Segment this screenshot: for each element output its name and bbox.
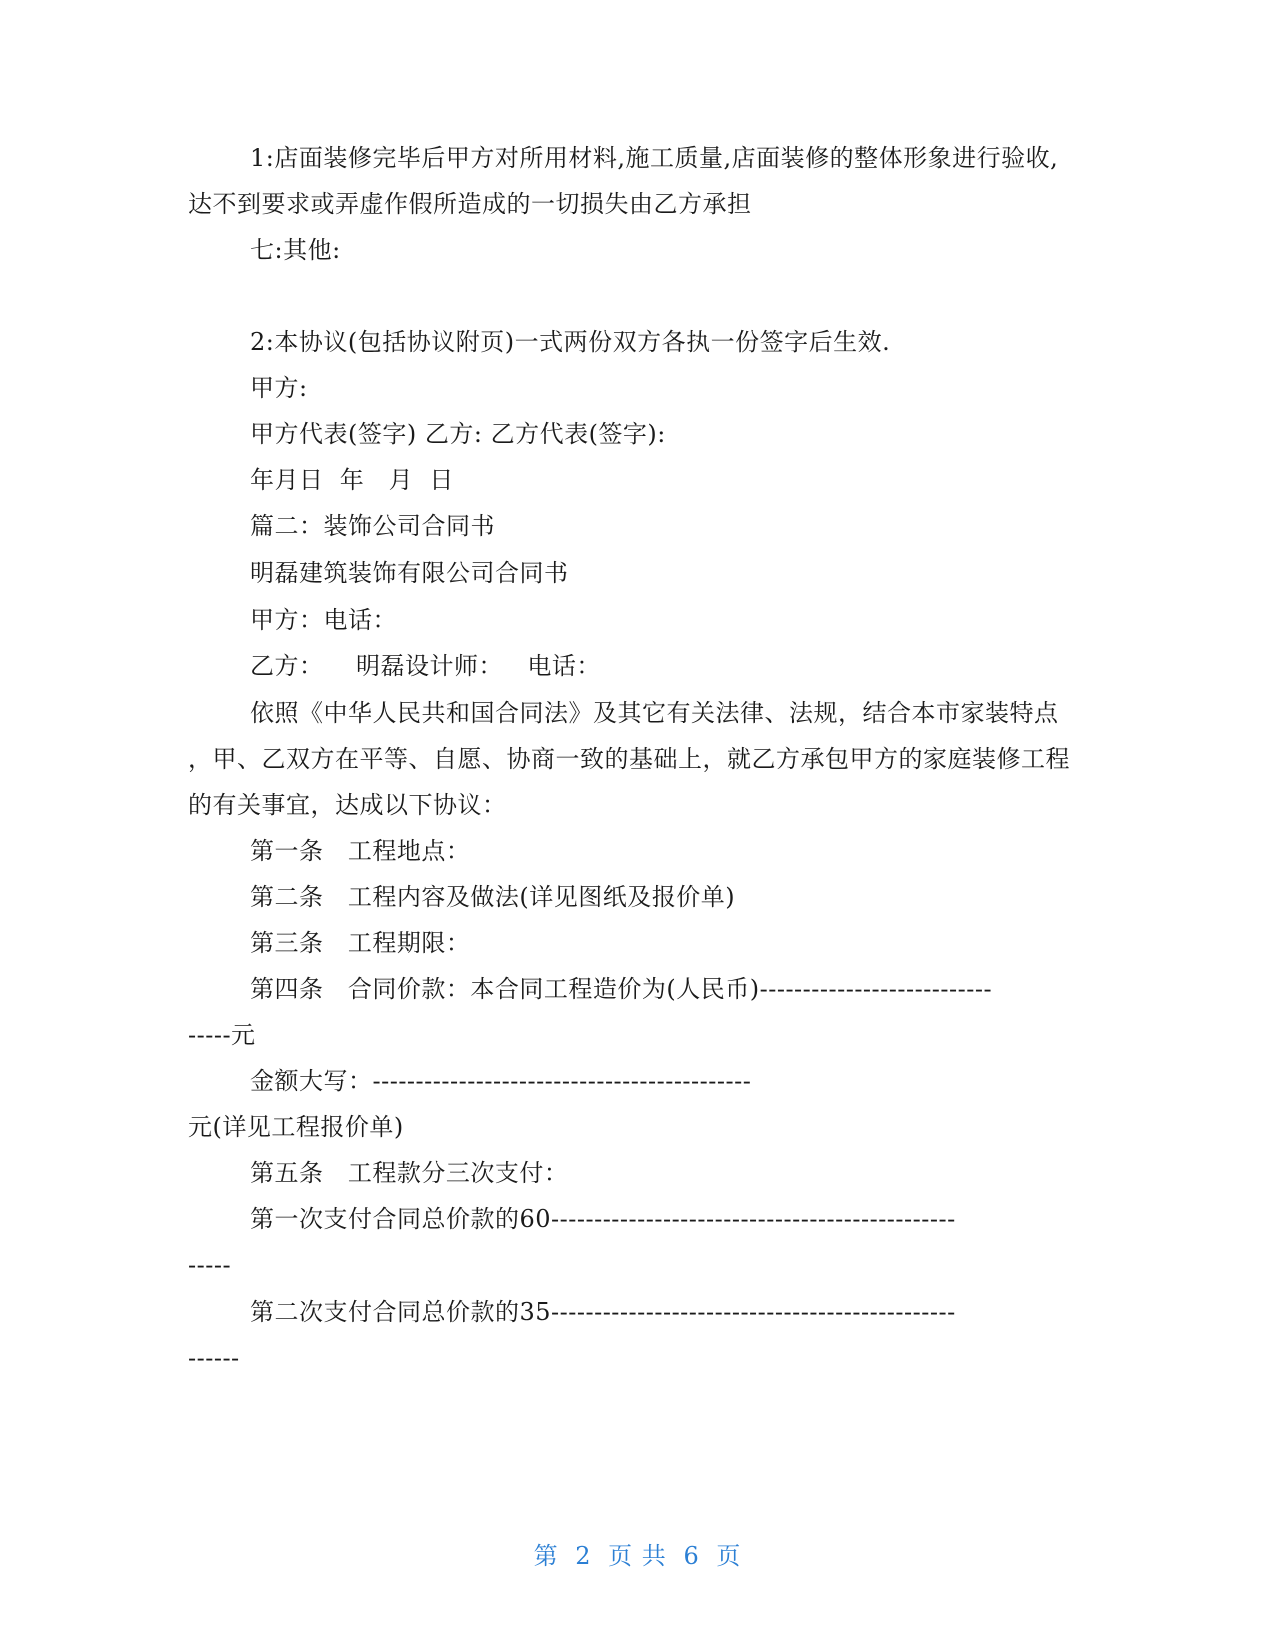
date-line: 年月日 年 月 日 (250, 466, 454, 494)
paragraph-line: 的有关事宜，达成以下协议： (188, 791, 507, 819)
article-3: 第三条 工程期限： (250, 929, 471, 957)
article-2: 第二条 工程内容及做法(详见图纸及报价单) (250, 883, 736, 911)
second-payment: 第二次支付合同总价款的35----------------------------------------------- (250, 1298, 956, 1326)
party-b-info: 乙方： 明磊设计师： 电话： (250, 652, 601, 680)
paragraph-line: ----- (188, 1251, 232, 1279)
party-a-phone: 甲方：电话： (250, 606, 397, 634)
current-page-number: 2 (575, 1542, 592, 1570)
paragraph-line: 依照《中华人民共和国合同法》及其它有关法律、法规，结合本市家装特点 (250, 699, 1059, 727)
footer-suffix: 页 (716, 1542, 742, 1570)
section-heading: 七:其他: (250, 236, 341, 264)
amount-in-words: 金额大写：-------------------------------------------- (250, 1067, 752, 1095)
paragraph-line: 达不到要求或弄虚作假所造成的一切损失由乙方承担 (188, 190, 752, 218)
party-a-label: 甲方: (250, 374, 308, 402)
paragraph-line: ，甲、乙双方在平等、自愿、协商一致的基础上，就乙方承包甲方的家庭装修工程 (188, 745, 1070, 773)
footer-mid: 页 共 (608, 1542, 667, 1570)
paragraph-line: 1:店面装修完毕后甲方对所用材料,施工质量,店面装修的整体形象进行验收, (250, 144, 1059, 172)
footer-prefix: 第 (533, 1542, 559, 1570)
signature-line: 甲方代表(签字) 乙方: 乙方代表(签字): (250, 420, 666, 448)
paragraph-line: 2:本协议(包括协议附页)一式两份双方各执一份签字后生效. (250, 328, 891, 356)
chapter-heading: 篇二：装饰公司合同书 (250, 512, 495, 540)
first-payment: 第一次支付合同总价款的60----------------------------------------------- (250, 1205, 956, 1233)
article-5: 第五条 工程款分三次支付： (250, 1159, 569, 1187)
paragraph-line: ------ (188, 1344, 240, 1372)
paragraph-line: 元(详见工程报价单) (188, 1113, 404, 1141)
article-4: 第四条 合同价款：本合同工程造价为(人民币)--------------------------- (250, 975, 993, 1003)
total-pages: 6 (683, 1542, 700, 1570)
article-1: 第一条 工程地点： (250, 837, 471, 865)
contract-title: 明磊建筑装饰有限公司合同书 (250, 559, 569, 587)
page-footer (0, 1540, 1275, 1572)
paragraph-line: -----元 (188, 1021, 256, 1049)
